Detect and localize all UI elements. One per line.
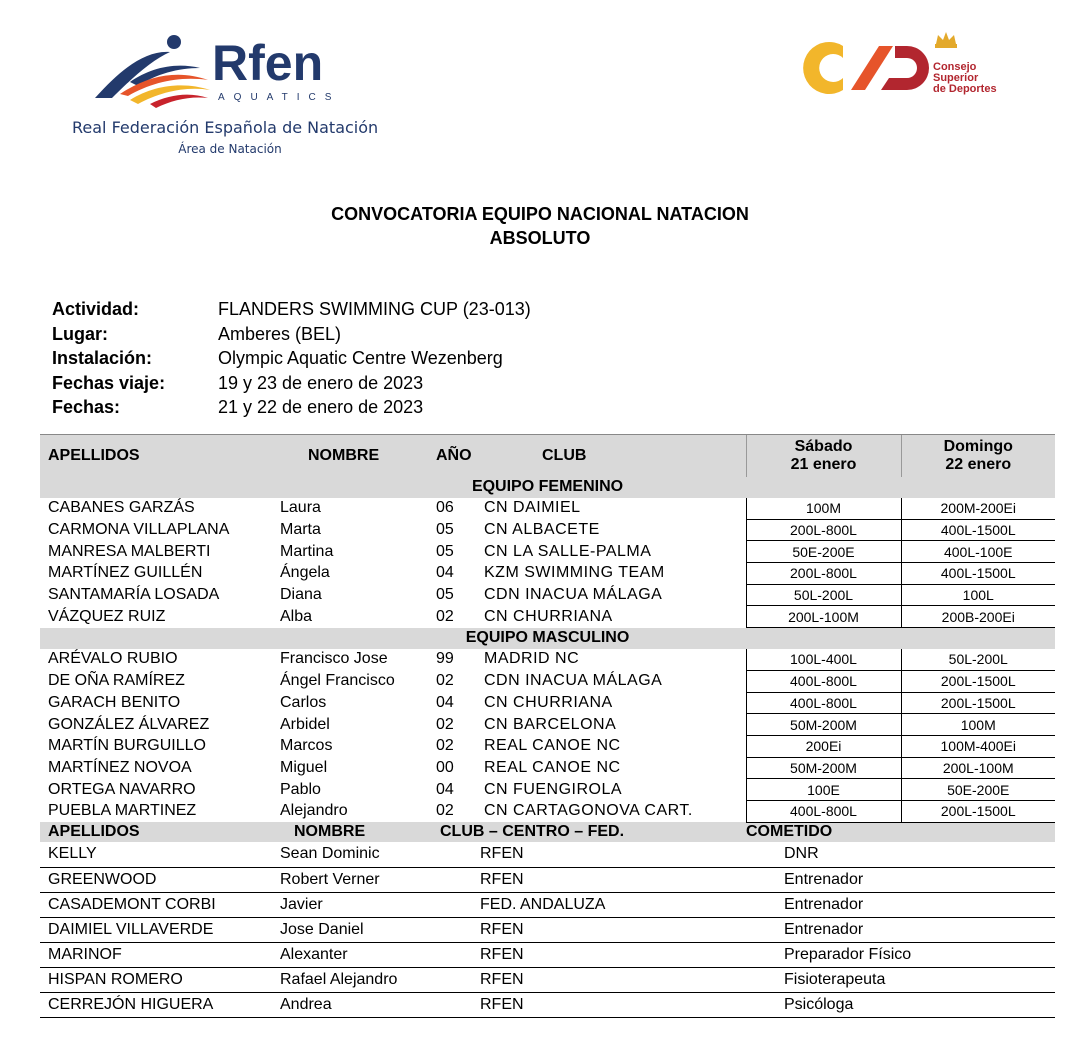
staff-name: Robert Verner [272, 867, 430, 892]
rfen-sub-text: AQUATICS [218, 92, 341, 103]
info-value: 19 y 23 de enero de 2023 [218, 372, 424, 393]
section-male [40, 628, 1055, 649]
col-club: CLUB [482, 435, 746, 477]
document-title [0, 202, 1080, 250]
table-row [40, 735, 1055, 757]
staff-name: Alexanter [272, 942, 430, 967]
csd-name [933, 62, 997, 95]
info-value: 21 y 22 de enero de 2023 [218, 397, 424, 417]
table-header-row [40, 435, 1055, 477]
events-sunday: 200M-200Ei [901, 498, 1055, 520]
staff-col-apellidos: APELLIDOS [40, 822, 272, 842]
staff-surname: DAIMIEL VILLAVERDE [40, 917, 272, 942]
athlete-year: 99 [436, 650, 454, 668]
staff-row [40, 992, 1055, 1017]
staff-role: Entrenador [746, 917, 1055, 942]
csd-line1: Consejo [933, 61, 977, 73]
events-sunday: 400L-1500L [901, 519, 1055, 541]
events-sunday: 100M-400Ei [901, 735, 1055, 757]
athlete-year: 02 [436, 607, 454, 625]
info-label: Fechas: [52, 397, 121, 417]
athlete-club: CN CHURRIANA [484, 607, 613, 625]
staff-row [40, 892, 1055, 917]
athlete-name: Diana [280, 586, 322, 604]
staff-name: Javier [272, 892, 430, 917]
staff-role: Fisioterapeuta [746, 967, 1055, 992]
athlete-name: Marta [280, 521, 321, 539]
staff-club: RFEN [430, 917, 746, 942]
col-sabado-line1: Sábado [794, 437, 853, 455]
athlete-club: CN DAIMIEL [484, 499, 581, 517]
athlete-name: Carlos [280, 693, 327, 711]
info-row [52, 346, 531, 371]
staff-club: RFEN [430, 967, 746, 992]
athlete-club: CN ALBACETE [484, 521, 600, 539]
athlete-year: 02 [436, 672, 454, 690]
events-saturday: 200Ei [746, 735, 901, 757]
section-female-label: EQUIPO FEMENINO [40, 477, 1055, 498]
rfen-brand-text: Rfen [212, 35, 324, 91]
staff-surname: CASADEMONT CORBI [40, 892, 272, 917]
section-male-label: EQUIPO MASCULINO [40, 628, 1055, 649]
info-value: Olympic Aquatic Centre Wezenberg [218, 348, 503, 368]
crown-icon [935, 32, 957, 48]
athlete-club: CN FUENGIROLA [484, 780, 623, 798]
athlete-club: CN CHURRIANA [484, 693, 613, 711]
table-row [40, 584, 1055, 606]
athlete-year: 05 [436, 586, 454, 604]
title-line-1: CONVOCATORIA EQUIPO NACIONAL NATACION [331, 204, 749, 224]
events-saturday: 100M [746, 498, 901, 520]
athlete-name: Ángela [280, 564, 330, 582]
staff-surname: CERREJÓN HIGUERA [40, 992, 272, 1017]
events-sunday: 200B-200Ei [901, 606, 1055, 628]
activity-info [52, 297, 531, 420]
athlete-surname: MARTÍNEZ NOVOA [48, 758, 192, 776]
table-row [40, 519, 1055, 541]
staff-row [40, 967, 1055, 992]
athlete-surname: PUEBLA MARTINEZ [48, 802, 197, 820]
athlete-year: 04 [436, 693, 454, 711]
athlete-surname: CARMONA VILLAPLANA [48, 521, 230, 539]
athlete-surname: MARTÍN BURGUILLO [48, 737, 206, 755]
athlete-name: Martina [280, 542, 334, 560]
col-sabado-line2: 21 enero [790, 455, 857, 473]
table-row [40, 498, 1055, 520]
athlete-club: CN LA SALLE-PALMA [484, 542, 652, 560]
athlete-surname: CABANES GARZÁS [48, 499, 195, 517]
events-saturday: 50L-200L [746, 584, 901, 606]
events-saturday: 400L-800L [746, 800, 901, 822]
info-value: FLANDERS SWIMMING CUP (23-013) [218, 299, 531, 319]
staff-role: Entrenador [746, 867, 1055, 892]
athlete-year: 05 [436, 542, 454, 560]
table-row [40, 563, 1055, 585]
athlete-surname: DE OÑA RAMÍREZ [48, 672, 185, 690]
athlete-year: 04 [436, 780, 454, 798]
athlete-name: Arbidel [280, 715, 330, 733]
table-row [40, 714, 1055, 736]
table-row [40, 670, 1055, 692]
athlete-surname: ARÉVALO RUBIO [48, 650, 178, 668]
col-sabado [746, 435, 901, 477]
athlete-surname: SANTAMARÍA LOSADA [48, 586, 220, 604]
info-row [52, 297, 531, 322]
athlete-surname: VÁZQUEZ RUIZ [48, 607, 166, 625]
info-row [52, 371, 531, 396]
events-sunday: 100L [901, 584, 1055, 606]
staff-role: DNR [746, 842, 1055, 867]
athlete-surname: MANRESA MALBERTI [48, 542, 211, 560]
events-saturday: 200L-100M [746, 606, 901, 628]
csd-line2: Superior [933, 72, 979, 84]
team-table [40, 434, 1055, 1018]
staff-name: Sean Dominic [272, 842, 430, 867]
events-sunday: 50E-200E [901, 779, 1055, 801]
table-row [40, 757, 1055, 779]
athlete-year: 02 [436, 715, 454, 733]
col-domingo-line2: 22 enero [945, 455, 1012, 473]
staff-role: Preparador Físico [746, 942, 1055, 967]
staff-col-nombre: NOMBRE [272, 822, 430, 842]
athlete-name: Pablo [280, 780, 321, 798]
athlete-club: KZM SWIMMING TEAM [484, 564, 665, 582]
staff-role: Entrenador [746, 892, 1055, 917]
staff-col-cometido: COMETIDO [746, 822, 1055, 842]
events-sunday: 100M [901, 714, 1055, 736]
staff-surname: KELLY [40, 842, 272, 867]
col-apellidos: APELLIDOS [40, 435, 272, 477]
athlete-year: 06 [436, 499, 454, 517]
staff-club: RFEN [430, 842, 746, 867]
events-saturday: 200L-800L [746, 563, 901, 585]
events-saturday: 50E-200E [746, 541, 901, 563]
athlete-club: CN BARCELONA [484, 715, 617, 733]
col-nombre: NOMBRE [272, 435, 430, 477]
athlete-club: MADRID NC [484, 650, 580, 668]
events-sunday: 200L-1500L [901, 692, 1055, 714]
table-row [40, 692, 1055, 714]
events-sunday: 400L-100E [901, 541, 1055, 563]
events-saturday: 50M-200M [746, 714, 901, 736]
staff-surname: GREENWOOD [40, 867, 272, 892]
events-sunday: 200L-100M [901, 757, 1055, 779]
staff-row [40, 867, 1055, 892]
events-sunday: 200L-1500L [901, 670, 1055, 692]
athlete-name: Laura [280, 499, 321, 517]
info-row [52, 395, 531, 420]
athlete-club: CDN INACUA MÁLAGA [484, 586, 663, 604]
athlete-year: 02 [436, 737, 454, 755]
table-row [40, 606, 1055, 628]
info-row [52, 322, 531, 347]
federation-name: Real Federación Española de Natación [72, 118, 379, 137]
staff-col-club: CLUB – CENTRO – FED. [430, 822, 746, 842]
col-domingo-line1: Domingo [943, 437, 1013, 455]
athlete-club: REAL CANOE NC [484, 737, 621, 755]
staff-surname: MARINOF [40, 942, 272, 967]
athlete-year: 02 [436, 802, 454, 820]
athlete-club: CDN INACUA MÁLAGA [484, 672, 663, 690]
info-value: Amberes (BEL) [218, 323, 342, 344]
athlete-year: 04 [436, 564, 454, 582]
info-label: Fechas viaje: [52, 372, 166, 393]
federation-area: Área de Natación [178, 142, 282, 156]
staff-surname: HISPAN ROMERO [40, 967, 272, 992]
events-sunday: 200L-1500L [901, 800, 1055, 822]
events-saturday: 400L-800L [746, 670, 901, 692]
events-saturday: 50M-200M [746, 757, 901, 779]
table-row [40, 649, 1055, 671]
athlete-club: REAL CANOE NC [484, 758, 621, 776]
table-row [40, 779, 1055, 801]
events-saturday: 100L-400L [746, 649, 901, 671]
athlete-name: Francisco Jose [280, 650, 388, 668]
staff-role: Psicóloga [746, 992, 1055, 1017]
staff-row [40, 942, 1055, 967]
events-sunday: 400L-1500L [901, 563, 1055, 585]
events-saturday: 400L-800L [746, 692, 901, 714]
rfen-logo [90, 30, 360, 110]
athlete-name: Marcos [280, 737, 333, 755]
events-saturday: 100E [746, 779, 901, 801]
events-sunday: 50L-200L [901, 649, 1055, 671]
athlete-name: Alba [280, 607, 313, 625]
staff-header-row [40, 822, 1055, 842]
section-female [40, 477, 1055, 498]
athlete-club: CN CARTAGONOVA CART. [484, 802, 693, 820]
events-saturday: 200L-800L [746, 519, 901, 541]
staff-row [40, 917, 1055, 942]
info-label: Instalación: [52, 348, 153, 368]
athlete-surname: ORTEGA NAVARRO [48, 780, 196, 798]
csd-line3: de Deportes [933, 83, 997, 95]
athlete-surname: MARTÍNEZ GUILLÉN [48, 564, 203, 582]
athlete-name: Ángel Francisco [280, 672, 395, 690]
staff-row [40, 842, 1055, 867]
staff-name: Andrea [272, 992, 430, 1017]
title-line-2: ABSOLUTO [489, 228, 591, 248]
staff-club: RFEN [430, 992, 746, 1017]
col-domingo [901, 435, 1055, 477]
info-label: Lugar: [52, 323, 108, 344]
table-row [40, 541, 1055, 563]
athlete-surname: GARACH BENITO [48, 693, 181, 711]
staff-club: FED. ANDALUZA [430, 892, 746, 917]
athlete-name: Miguel [280, 758, 328, 776]
athlete-name: Alejandro [280, 802, 348, 820]
athlete-year: 05 [436, 521, 454, 539]
staff-name: Jose Daniel [272, 917, 430, 942]
athlete-surname: GONZÁLEZ ÁLVAREZ [48, 715, 210, 733]
table-row [40, 800, 1055, 822]
staff-club: RFEN [430, 867, 746, 892]
info-label: Actividad: [52, 299, 140, 319]
staff-name: Rafael Alejandro [272, 967, 430, 992]
staff-club: RFEN [430, 942, 746, 967]
col-anio: AÑO [430, 435, 482, 477]
athlete-year: 00 [436, 758, 454, 776]
